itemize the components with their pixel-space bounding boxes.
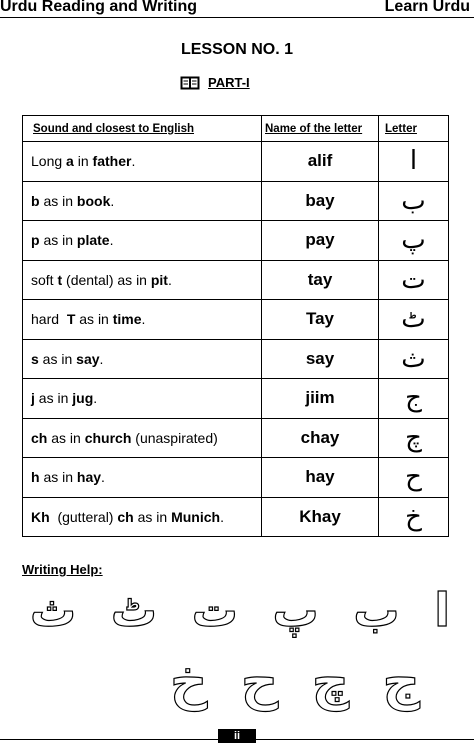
table-header-row xyxy=(23,116,449,142)
table-row xyxy=(23,339,449,379)
part-heading xyxy=(180,75,250,90)
urdu-letter-cell: ا xyxy=(379,142,449,182)
urdu-letter-cell: ث xyxy=(379,339,449,379)
sound-cell: Long a in father. xyxy=(23,142,262,182)
sound-cell: h as in hay. xyxy=(23,458,262,498)
tracing-letter: ج xyxy=(382,652,420,712)
urdu-letter-cell: چ xyxy=(379,418,449,458)
tracing-letter: خ xyxy=(170,652,208,712)
tracing-letter: چ xyxy=(311,652,350,712)
urdu-letter-cell: ت xyxy=(379,260,449,300)
urdu-letter-cell: خ xyxy=(379,497,449,537)
book-icon xyxy=(180,76,200,90)
tracing-letter: ٹ xyxy=(110,583,158,637)
table-row xyxy=(23,181,449,221)
table-row xyxy=(23,260,449,300)
letter-name-cell: jiim xyxy=(262,379,379,419)
col-header-sound: Sound and closest to English xyxy=(23,116,262,142)
letter-name-cell: tay xyxy=(262,260,379,300)
sound-cell: s as in say. xyxy=(23,339,262,379)
sound-cell: j as in jug. xyxy=(23,379,262,419)
part-label: PART-I xyxy=(208,75,250,90)
letter-name-cell: say xyxy=(262,339,379,379)
table-row xyxy=(23,221,449,261)
lesson-title: LESSON NO. 1 xyxy=(180,41,294,58)
writing-help-label: Writing Help: xyxy=(22,562,103,577)
sound-cell: Kh (gutteral) ch as in Munich. xyxy=(23,497,262,537)
header-rule xyxy=(0,17,474,18)
col-header-name: Name of the letter xyxy=(262,116,379,142)
table-row xyxy=(23,142,449,182)
urdu-letter-cell: ح xyxy=(379,458,449,498)
writing-help-row-2 xyxy=(170,648,420,718)
tracing-letter: ا xyxy=(434,583,450,637)
tracing-letter: ب xyxy=(353,583,400,637)
sound-cell: b as in book. xyxy=(23,181,262,221)
header-right-title: Learn Urdu xyxy=(384,0,470,15)
tracing-letter: ح xyxy=(240,652,279,712)
tracing-letter: ت xyxy=(191,583,238,637)
tracing-letter: ث xyxy=(30,583,77,637)
letter-name-cell: bay xyxy=(262,181,379,221)
letters-table xyxy=(22,115,449,537)
letter-name-cell: Tay xyxy=(262,300,379,340)
urdu-letter-cell: ج xyxy=(379,379,449,419)
header-left-title: Urdu Reading and Writing xyxy=(0,0,198,15)
urdu-letter-cell: پ xyxy=(379,221,449,261)
page-number: ii xyxy=(218,729,256,743)
table-row xyxy=(23,300,449,340)
urdu-letter-cell: ب xyxy=(379,181,449,221)
letter-name-cell: chay xyxy=(262,418,379,458)
urdu-letter-cell: ٹ xyxy=(379,300,449,340)
sound-cell: ch as in church (unaspirated) xyxy=(23,418,262,458)
writing-help-row-1 xyxy=(30,580,450,640)
letter-name-cell: Khay xyxy=(262,497,379,537)
sound-cell: hard T as in time. xyxy=(23,300,262,340)
sound-cell: soft t (dental) as in pit. xyxy=(23,260,262,300)
letter-name-cell: hay xyxy=(262,458,379,498)
sound-cell: p as in plate. xyxy=(23,221,262,261)
tracing-letter: پ xyxy=(272,583,319,637)
table-row xyxy=(23,418,449,458)
letter-name-cell: alif xyxy=(262,142,379,182)
table-row xyxy=(23,458,449,498)
letter-name-cell: pay xyxy=(262,221,379,261)
table-row xyxy=(23,379,449,419)
col-header-letter: Letter xyxy=(379,116,449,142)
table-row xyxy=(23,497,449,537)
